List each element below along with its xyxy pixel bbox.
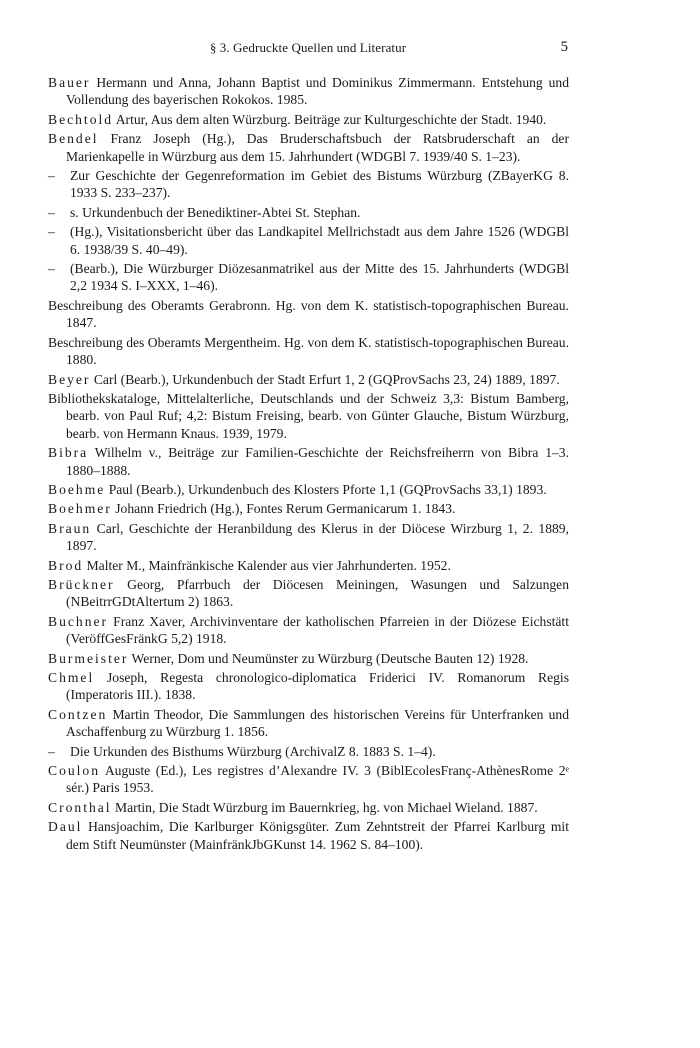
author-surname: Beyer [48,371,91,387]
bibliography-entry [48,481,569,498]
bibliography-entry [48,613,569,648]
running-title: § 3. Gedruckte Quellen und Literatur [209,40,407,55]
bibliography-entry [48,799,569,816]
entry-text: Carl (Bearb.), Urkundenbuch der Stadt Erfurt 1, 2 (GQProvSachs 23, 24) 1889, 1897. [90,371,560,387]
entry-text: (Hg.), Visitationsbericht über das Landkapitel Mellrichstadt aus dem Jahre 1526 (WDGBl 6. 1938/39 S. 40–49). [70,224,569,257]
ditto-dash: – [48,168,55,184]
bibliography-entry [48,650,569,667]
entry-text: Zur Geschichte der Gegenreformation im Gebiet des Bistums Würzburg (ZBayerKG 8. 1933 S. 233–237). [70,168,569,201]
ditto-dash: – [48,204,55,220]
author-surname: Bendel [48,131,99,147]
bibliography-entry [48,743,569,760]
bibliography-entry [48,111,569,128]
entry-text: Beschreibung des Oberamts Gerabronn. Hg. von dem K. statistisch-topographischen Bureau. 1847. [48,297,569,331]
author-surname: Bechtold [48,111,114,127]
entry-text: Paul (Bearb.), Urkundenbuch des Klosters Pforte 1,1 (GQProvSachs 33,1) 1893. [105,481,547,497]
entry-text: Carl, Geschichte der Heranbildung des Klerus in der Diöcese Wirzburg 1, 2. 1889, 1897. [66,520,569,554]
author-surname: Bauer [48,75,91,90]
bibliography-entry [48,520,569,555]
bibliography-entry [48,500,569,517]
bibliography-entry [48,762,569,797]
ditto-dash: – [48,261,55,277]
entry-text: Hansjoachim, Die Karlburger Königsgüter. Zum Zehntstreit der Pfarrei Karlburg mit dem Stift Neumünster (MainfränkJbGKunst 14. 1962 S. 84–100). [66,819,569,852]
author-surname: Brod [48,557,84,573]
entry-text: Franz Joseph (Hg.), Das Bruderschaftsbuch der Ratsbruderschaft an der Marienkapelle in Würzburg aus dem 15. Jahrhundert (WDGBl 7. 1939/40 S. 1–23). [66,131,569,164]
bibliography-entry [48,130,569,165]
bibliography-entry [48,371,569,388]
entry-text: Beschreibung des Oberamts Mergentheim. Hg. von dem K. statistisch-topographischen Bureau. 1880. [48,334,569,368]
bibliography-entry [48,74,569,109]
page-number: 5 [560,39,568,55]
entry-text: s. Urkundenbuch der Benediktiner-Abtei St. Stephan. [70,204,361,220]
entry-text: Martin, Die Stadt Würzburg im Bauernkrieg, hg. von Michael Wieland. 1887. [111,799,538,815]
entry-text: Artur, Aus dem alten Würzburg. Beiträge zur Kulturgeschichte der Stadt. 1940. [113,111,547,127]
running-header [48,40,568,62]
bibliography-entry [48,669,569,704]
author-surname: Bibra [48,445,89,461]
ditto-dash: – [48,743,55,759]
bibliography-entry [48,576,569,611]
author-surname: Boehmer [48,501,112,517]
bibliography-entry [48,167,569,202]
ditto-dash: – [48,224,55,240]
author-surname: Burmeister [48,650,129,666]
bibliography-entry [48,204,569,221]
entry-text: Hermann und Anna, Johann Baptist und Dominikus Zimmermann. Entstehung und Vollendung des bayerischen Rokokos. 1985. [66,75,569,108]
author-surname: Chmel [48,670,95,685]
author-surname: Coulon [48,763,101,779]
author-surname: Daul [48,819,83,835]
bibliography-entry [48,390,569,442]
bibliography-entry [48,297,569,332]
bibliography-list [48,74,569,855]
entry-text: Auguste (Ed.), Les registres d’Alexandre IV. 3 (BiblEcolesFranç-AthènesRome 2ᵉ sér.) Paris 1953. [66,763,569,796]
bibliography-entry [48,444,569,479]
bibliography-entry [48,818,569,853]
author-surname: Cronthal [48,799,112,815]
entry-text: (Bearb.), Die Würzburger Diözesanmatrikel aus der Mitte des 15. Jahrhunderts (WDGBl 2,2 1934 S. I–XXX, 1–46). [70,261,569,294]
bibliography-entry [48,557,569,574]
author-surname: Braun [48,520,92,536]
bibliography-entry [48,334,569,369]
entry-text: Wilhelm v., Beiträge zur Familien-Geschichte der Reichsfreiherrn von Bibra 1–3. 1880–1888. [66,445,569,478]
author-surname: Brückner [48,576,115,592]
entry-text: Georg, Pfarrbuch der Diöcesen Meiningen, Wasungen und Salzungen (NBeitrrGDtAltertum 2) 1863. [66,576,569,610]
entry-text: Johann Friedrich (Hg.), Fontes Rerum Germanicarum 1. 1843. [111,501,456,517]
entry-text: Malter M., Mainfränkische Kalender aus vier Jahrhunderten. 1952. [83,557,451,573]
bibliography-entry [48,260,569,295]
entry-text: Joseph, Regesta chronologico-diplomatica Friderici IV. Romanorum Regis (Imperatoris III.). 1838. [66,670,569,703]
bibliography-entry [48,706,569,741]
entry-text: Bibliothekskataloge, Mittelalterliche, Deutschlands und der Schweiz 3,3: Bistum Bamberg, bearb. von Paul Ruf; 4,2: Bistum Freising, bearb. von Günter Glauche, Bistum Würzburg, bearb. von Hermann Knaus. 1939, 1979. [48,390,569,441]
entry-text: Werner, Dom und Neumünster zu Würzburg (Deutsche Bauten 12) 1928. [128,650,529,666]
author-surname: Buchner [48,613,109,629]
bibliography-entry [48,223,569,258]
entry-text: Martin Theodor, Die Sammlungen des historischen Vereins für Unterfranken und Aschaffenburg zu Würzburg 1. 1856. [66,706,569,740]
entry-text: Franz Xaver, Archivinventare der katholischen Pfarreien in der Diözese Eichstätt (VeröffGesFränkG 5,2) 1918. [66,613,569,647]
entry-text: Die Urkunden des Bisthums Würzburg (ArchivalZ 8. 1883 S. 1–4). [70,743,436,759]
author-surname: Boehme [48,481,106,497]
author-surname: Contzen [48,706,108,722]
